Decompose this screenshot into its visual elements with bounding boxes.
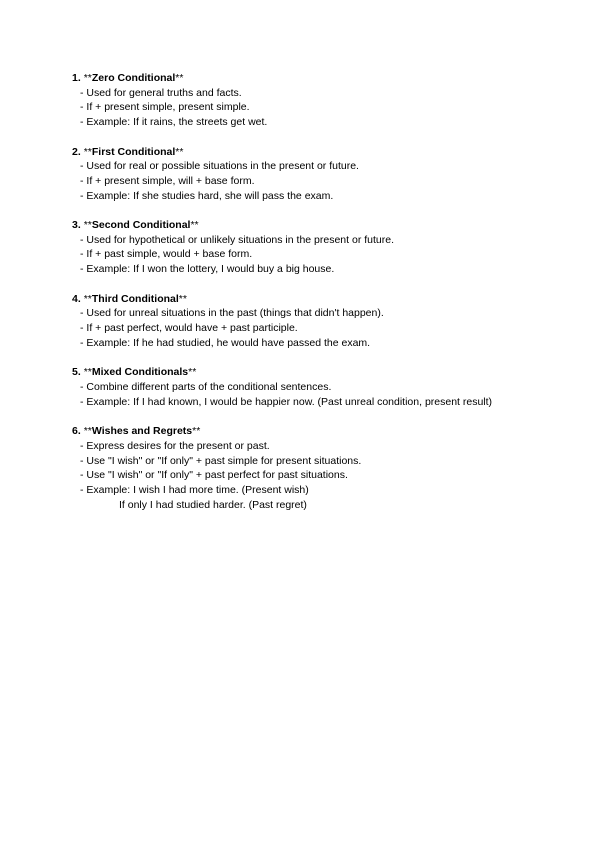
list-item: - Used for real or possible situations in the present or future. xyxy=(80,160,359,173)
section-heading: 4. **Third Conditional** xyxy=(72,292,187,305)
list-item: - Example: If he had studied, he would have passed the exam. xyxy=(80,336,371,349)
section-heading: 6. **Wishes and Regrets** xyxy=(72,425,201,438)
list-item: - Example: If she studies hard, she will pass the exam. xyxy=(80,189,334,202)
list-item: - If + past simple, would + base form. xyxy=(80,248,253,261)
list-item: - Use "I wish" or "If only" + past perfect for past situations. xyxy=(80,469,348,482)
list-item: - Use "I wish" or "If only" + past simple for present situations. xyxy=(80,454,362,467)
list-item: - Express desires for the present or past. xyxy=(80,439,270,452)
section-heading: 2. **First Conditional** xyxy=(72,145,184,158)
section-heading: 1. **Zero Conditional** xyxy=(72,72,184,84)
list-item: - Example: If I had known, I would be happier now. (Past unreal condition, present result) xyxy=(80,395,493,408)
section-title: Third Conditional xyxy=(91,292,179,305)
section-title: First Conditional xyxy=(91,145,176,158)
section-title: Second Conditional xyxy=(91,219,191,232)
section-second-conditional xyxy=(72,218,572,277)
section-mixed-conditionals xyxy=(72,365,572,409)
list-item: - If + present simple, present simple. xyxy=(80,101,250,114)
list-item: - If + present simple, will + base form. xyxy=(80,174,255,187)
section-title: Zero Conditional xyxy=(91,72,176,84)
section-first-conditional xyxy=(72,145,572,204)
section-third-conditional xyxy=(72,292,572,351)
section-zero-conditional xyxy=(72,71,572,130)
list-item: - Example: I wish I had more time. (Present wish) xyxy=(80,483,309,496)
section-heading: 3. **Second Conditional** xyxy=(72,219,199,232)
section-title: Mixed Conditionals xyxy=(91,366,189,379)
list-item: - Example: If I won the lottery, I would buy a big house. xyxy=(80,263,335,276)
section-heading: 5. **Mixed Conditionals** xyxy=(72,366,197,379)
section-wishes-and-regrets xyxy=(72,424,572,512)
list-item-continuation: If only I had studied harder. (Past regret) xyxy=(119,498,307,511)
section-title: Wishes and Regrets xyxy=(91,425,193,438)
list-item: - Used for hypothetical or unlikely situations in the present or future. xyxy=(80,233,394,246)
list-item: - If + past perfect, would have + past participle. xyxy=(80,322,298,335)
list-item: - Example: If it rains, the streets get wet. xyxy=(80,115,268,128)
list-item: - Used for unreal situations in the past (things that didn't happen). xyxy=(80,307,384,320)
list-item: - Combine different parts of the conditional sentences. xyxy=(80,380,332,393)
list-item: - Used for general truths and facts. xyxy=(80,86,242,99)
document-page xyxy=(72,71,572,527)
